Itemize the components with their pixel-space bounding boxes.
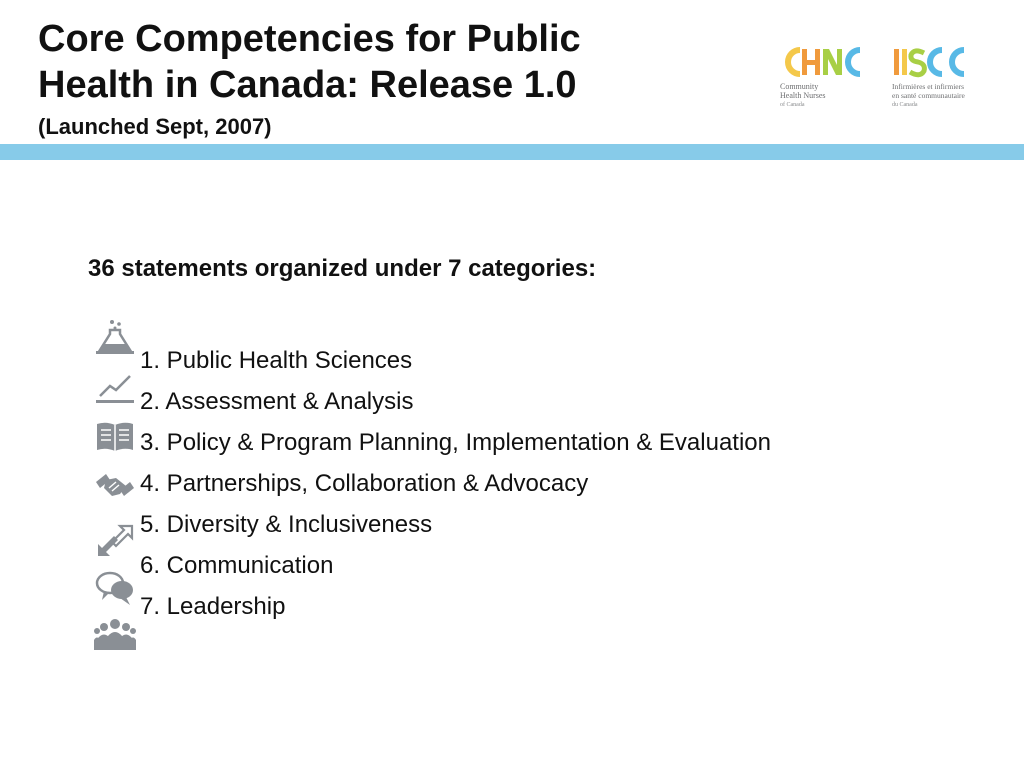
category-list xyxy=(140,340,771,627)
category-item: 2. Assessment & Analysis xyxy=(140,388,414,415)
chnc-text-line-3: of Canada xyxy=(780,102,805,108)
slide-title-line-2: Health in Canada: Release 1.0 xyxy=(38,64,577,106)
title-block xyxy=(38,16,678,142)
iiscc-logo xyxy=(892,44,1002,108)
speech-bubbles-icon xyxy=(94,570,136,608)
open-book-icon xyxy=(94,418,136,456)
category-item: 6. Communication xyxy=(140,552,334,579)
line-chart-icon xyxy=(94,370,136,408)
category-item: 4. Partnerships, Collaboration & Advocacy xyxy=(140,470,589,497)
category-item: 3. Policy & Program Planning, Implementation & Evaluation xyxy=(140,429,771,456)
header-divider xyxy=(0,144,1024,160)
logo-group xyxy=(770,44,1010,112)
exchange-arrows-icon xyxy=(94,522,136,560)
chnc-text-line-1: Community xyxy=(780,82,819,91)
iiscc-text-line-1: Infirmières et infirmiers xyxy=(892,82,965,91)
slide-title-line-1: Core Competencies for Public xyxy=(38,18,581,60)
chnc-text-line-2: Health Nurses xyxy=(780,91,826,100)
category-item: 7. Leadership xyxy=(140,593,286,620)
flask-icon xyxy=(94,318,136,356)
group-icon xyxy=(94,616,136,654)
category-item: 5. Diversity & Inclusiveness xyxy=(140,511,433,538)
category-item: 1. Public Health Sciences xyxy=(140,347,413,374)
chnc-logo xyxy=(780,44,890,108)
iiscc-text-line-2: en santé communautaire xyxy=(892,91,965,100)
slide-subtitle: (Launched Sept, 2007) xyxy=(38,114,272,139)
iiscc-text-line-3: du Canada xyxy=(892,102,918,108)
category-icon-column xyxy=(94,316,138,656)
intro-heading: 36 statements organized under 7 categories: xyxy=(88,255,597,282)
handshake-icon xyxy=(94,468,136,506)
